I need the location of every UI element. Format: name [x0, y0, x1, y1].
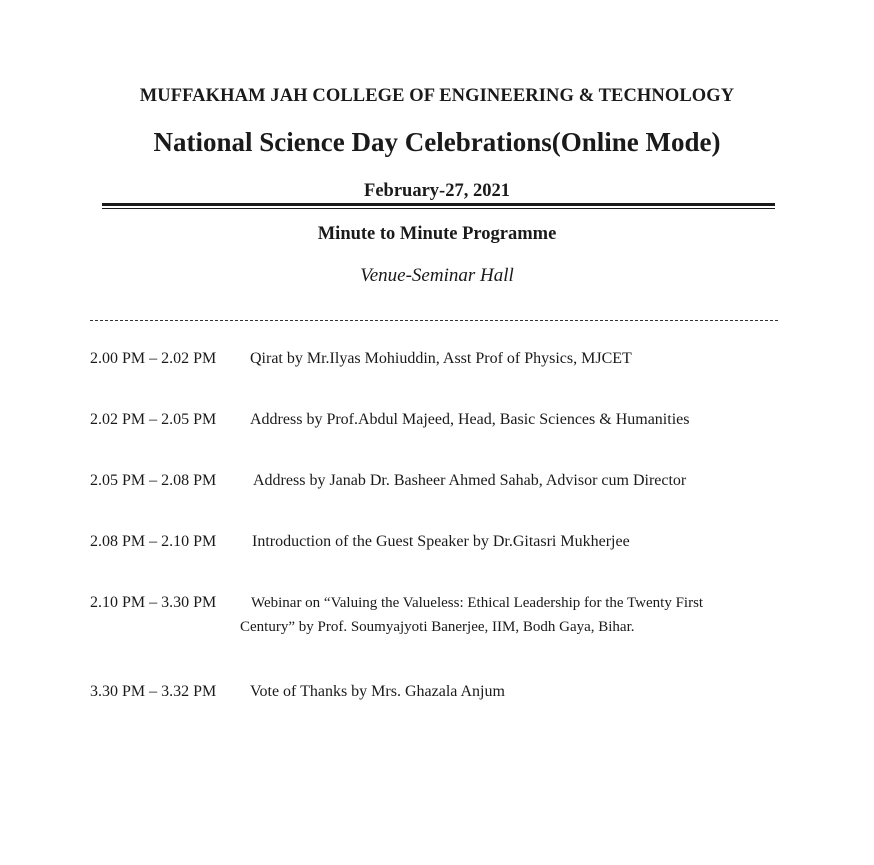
schedule-time: 2.00 PM – 2.02 PM [90, 350, 217, 367]
schedule-description: Address by Janab Dr. Basheer Ahmed Sahab, Advisor cum Director [253, 472, 687, 489]
schedule-time: 2.02 PM – 2.05 PM [90, 411, 217, 428]
schedule-description: Address by Prof.Abdul Majeed, Head, Basic Sciences & Humanities [250, 411, 690, 428]
schedule-description: Qirat by Mr.Ilyas Mohiuddin, Asst Prof of Physics, MJCET [250, 350, 632, 367]
schedule-time: 2.08 PM – 2.10 PM [90, 533, 217, 550]
schedule-description: Webinar on “Valuing the Valueless: Ethical Leadership for the Twenty First [251, 595, 704, 611]
header-divider-thin [102, 208, 775, 209]
venue-line: Venue-Seminar Hall [360, 265, 514, 286]
schedule-time: 2.05 PM – 2.08 PM [90, 472, 217, 489]
dashed-separator [90, 320, 778, 321]
event-title: National Science Day Celebrations(Online Mode) [153, 127, 721, 157]
event-date: February-27, 2021 [364, 181, 510, 201]
programme-heading: Minute to Minute Programme [317, 224, 557, 244]
schedule-time: 2.10 PM – 3.30 PM [90, 594, 217, 611]
schedule-description-continued: Century” by Prof. Soumyajyoti Banerjee, IIM, Bodh Gaya, Bihar. [240, 619, 635, 635]
schedule-time: 3.30 PM – 3.32 PM [90, 683, 217, 700]
schedule-description: Introduction of the Guest Speaker by Dr.Gitasri Mukherjee [252, 533, 630, 550]
header-divider-thick [102, 203, 775, 206]
college-name: MUFFAKHAM JAH COLLEGE OF ENGINEERING & TECHNOLOGY [139, 86, 735, 106]
schedule-description: Vote of Thanks by Mrs. Ghazala Anjum [250, 683, 505, 700]
